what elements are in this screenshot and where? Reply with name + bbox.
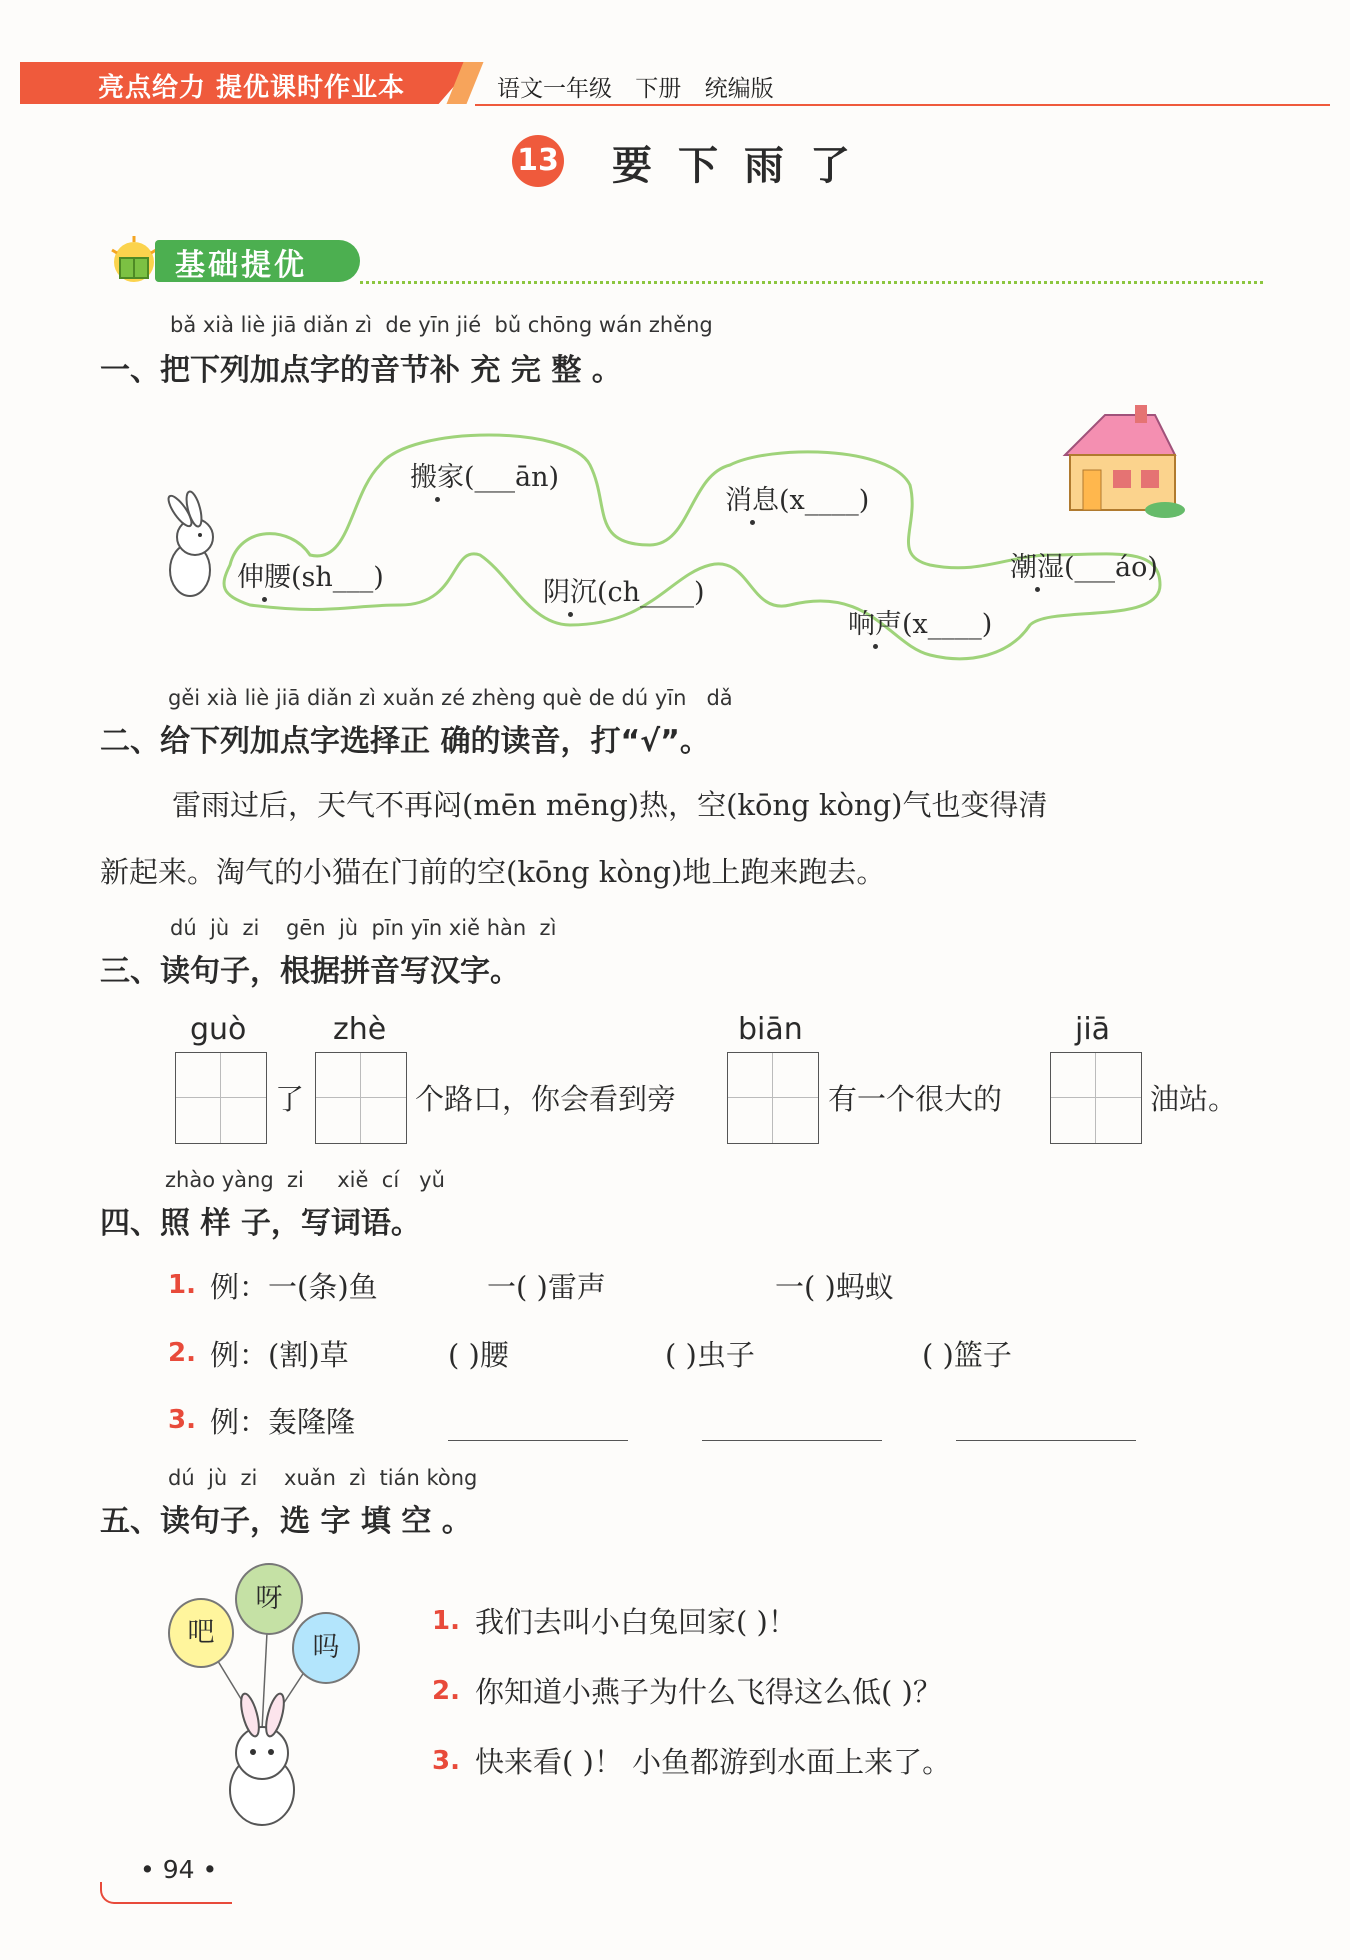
book-meta: 语文一年级 下册 统编版	[497, 76, 774, 102]
sun-book-icon	[108, 236, 162, 284]
q4-blank-3b[interactable]	[702, 1440, 882, 1441]
q1-item-xiaoxi: 消息(x____)	[725, 478, 869, 517]
rabbit-icon	[230, 1692, 294, 1825]
q5-num-3: 3.	[432, 1746, 460, 1776]
q3-grid-pinyin-3: biān	[738, 1012, 803, 1047]
balloon-ya: 呀	[235, 1563, 303, 1635]
q5-num-2: 2.	[432, 1676, 460, 1706]
q2-pinyin: gěi xià liè jiā diǎn zì xuǎn zé zhèng què de dú yīn dǎ	[168, 686, 733, 710]
q5-sentence-1: 我们去叫小白兔回家( )！	[475, 1605, 797, 1639]
q5-pinyin: dú jù zi xuǎn zì tián kòng	[168, 1466, 478, 1490]
q4-example-2: 例：(割)草	[210, 1338, 349, 1372]
q4-num-3: 3.	[168, 1405, 196, 1435]
path-illustration	[150, 405, 1210, 675]
balloon-ma: 吗	[292, 1612, 360, 1684]
q5-num-1: 1.	[432, 1606, 460, 1636]
series-title: 亮点给力 提优课时作业本	[98, 73, 406, 103]
rabbit-icon	[165, 490, 213, 596]
q4-blank-3a[interactable]	[448, 1440, 628, 1441]
q4-heading: 四、照 样 子，写词语。	[100, 1206, 421, 1241]
q5-heading: 五、读句子，选 字 填 空 。	[100, 1504, 472, 1539]
q3-pinyin: dú jù zi gēn jù pīn yīn xiě hàn zì	[170, 916, 557, 940]
q2-line1: 雷雨过后，天气不再闷(mēn mēng)热，空(kōng kòng)气也变得清	[172, 788, 1048, 822]
q3-grid-pinyin-1: guò	[190, 1012, 247, 1047]
balloon-ba: 吧	[168, 1598, 234, 1668]
house-icon	[1065, 405, 1185, 518]
q4-num-2: 2.	[168, 1338, 196, 1368]
q3-text-2: 个路口，你会看到旁	[415, 1082, 677, 1116]
page-number: • 94 •	[140, 1855, 218, 1884]
header-rule	[475, 104, 1330, 106]
q1-item-shenyao: 伸腰(sh___)	[237, 555, 384, 594]
q4-pinyin: zhào yàng zi xiě cí yǔ	[165, 1168, 445, 1192]
q4-example-3: 例：轰隆隆	[210, 1405, 356, 1439]
q2-heading: 二、给下列加点字选择正 确的读音，打“√”。	[100, 724, 710, 759]
q4-item-2a[interactable]: ( )腰	[448, 1338, 509, 1372]
q1-item-yinchen: 阴沉(ch____)	[543, 570, 705, 609]
q4-num-1: 1.	[168, 1270, 196, 1300]
q3-text-3: 有一个很大的	[828, 1082, 1003, 1116]
q2-line2: 新起来。淘气的小猫在门前的空(kōng kòng)地上跑来跑去。	[100, 855, 886, 889]
q4-item-2c[interactable]: ( )篮子	[922, 1338, 1012, 1372]
page-number-decoration	[100, 1882, 232, 1904]
q3-text-4: 油站。	[1150, 1082, 1238, 1116]
q3-text-1: 了	[275, 1082, 305, 1116]
q3-grid-pinyin-4: jiā	[1075, 1012, 1111, 1047]
q4-example-1: 例：一(条)鱼	[210, 1270, 378, 1304]
q4-blank-3c[interactable]	[956, 1440, 1136, 1441]
q3-writing-grid-3[interactable]	[727, 1052, 819, 1144]
section-label: 基础提优	[175, 248, 307, 283]
q1-heading: 一、把下列加点字的音节补 充 完 整 。	[100, 353, 622, 388]
q1-item-chaoshi: 潮湿(___áo)	[1010, 545, 1158, 584]
q4-item-1a[interactable]: 一( )雷声	[487, 1270, 606, 1304]
q5-sentence-2: 你知道小燕子为什么飞得这么低( )？	[475, 1675, 942, 1709]
q1-item-xiangsheng: 响声(x____)	[848, 602, 992, 641]
q1-item-banjia: 搬家(___ān)	[410, 455, 559, 494]
lesson-number-badge: 13	[512, 135, 564, 187]
section-divider	[360, 281, 1263, 284]
q5-sentence-3: 快来看( )！ 小鱼都游到水面上来了。	[475, 1745, 952, 1779]
lesson-title: 要下雨了	[612, 142, 876, 189]
q3-heading: 三、读句子，根据拼音写汉字。	[100, 954, 520, 989]
q3-writing-grid-2[interactable]	[315, 1052, 407, 1144]
q3-grid-pinyin-2: zhè	[333, 1012, 387, 1047]
q1-pinyin: bǎ xià liè jiā diǎn zì de yīn jié bǔ chōng wán zhěng	[170, 313, 713, 337]
q4-item-1b[interactable]: 一( )蚂蚁	[775, 1270, 894, 1304]
q3-writing-grid-4[interactable]	[1050, 1052, 1142, 1144]
q4-item-2b[interactable]: ( )虫子	[665, 1338, 755, 1372]
q3-writing-grid-1[interactable]	[175, 1052, 267, 1144]
